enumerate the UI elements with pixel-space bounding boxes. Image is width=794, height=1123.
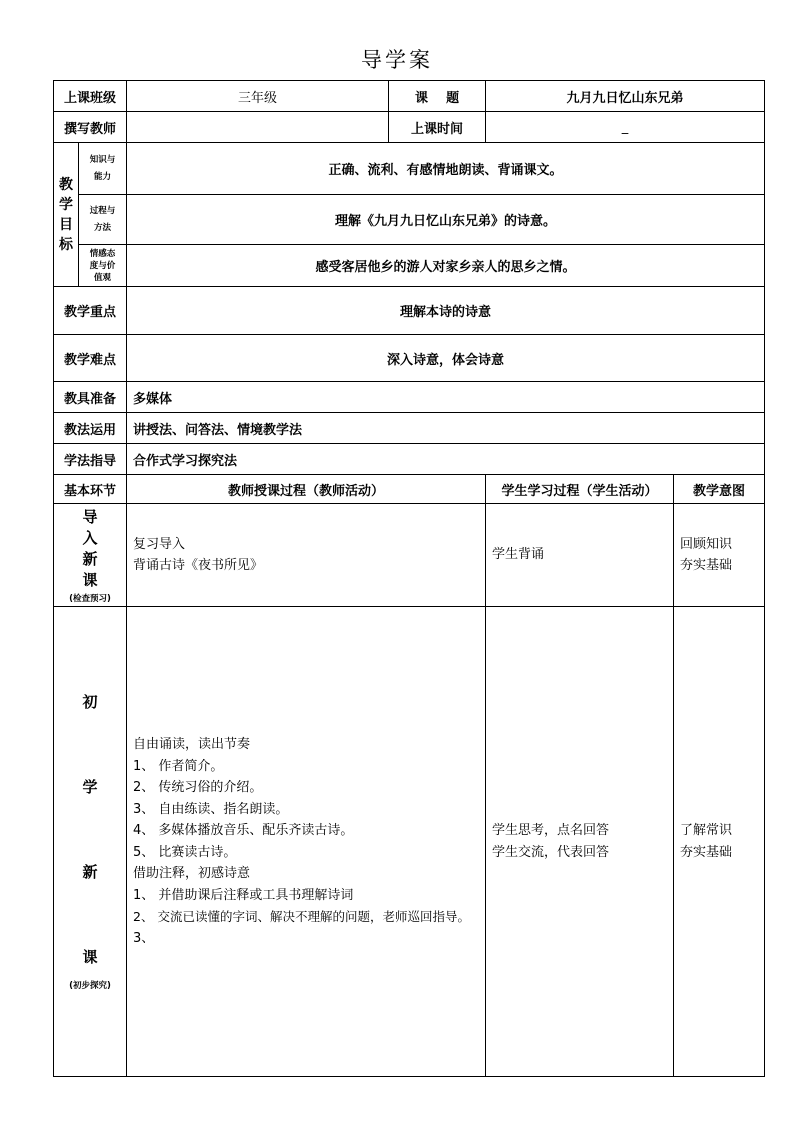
difficulty-label: 教学难点 (54, 335, 127, 382)
stage-initial-teacher (127, 607, 486, 1077)
stage-sub-label: (初步探究) (69, 981, 111, 991)
goals-char: 学 (59, 196, 73, 213)
intent-line: 回顾知识 (680, 536, 733, 552)
stage-row-intro (54, 504, 765, 607)
emotion-label-line: 值观 (94, 272, 112, 283)
intent-line: 夯实基础 (680, 558, 733, 573)
stage-sub-label: (检查预习) (69, 593, 111, 604)
knowledge-label-line: 知识与 (89, 154, 116, 165)
difficulty-row (54, 335, 765, 382)
key-point-text: 理解本诗的诗意 (127, 287, 765, 335)
stage-initial-student (486, 607, 674, 1077)
method-label: 教法运用 (54, 413, 127, 444)
emotion-text: 感受客居他乡的游人对家乡亲人的思乡之情。 (127, 245, 765, 287)
teacher-line: 4、 多媒体播放音乐、配乐齐读古诗。 (133, 823, 354, 838)
intent-line: 了解常识 (680, 823, 733, 838)
time-value: _ (486, 112, 765, 143)
teacher-line: 1、 作者简介。 (133, 758, 224, 774)
teacher-line: 复习导入 (133, 536, 186, 552)
class-label: 上课班级 (54, 81, 127, 112)
document-title: 导学案 (361, 48, 433, 72)
header-row-2 (54, 112, 765, 143)
stage-char: 入 (82, 528, 98, 547)
teacher-line: 自由诵读，读出节奏 (133, 737, 251, 752)
topic-value: 九月九日忆山东兄弟 (486, 81, 765, 112)
emotion-label-line: 度与价 (89, 260, 116, 271)
stage-char: 学 (82, 778, 98, 796)
method-text: 讲授法、问答法、情境教学法 (127, 413, 765, 444)
student-line: 学生思考，点名回答 (492, 823, 610, 838)
header-row-1 (54, 81, 765, 112)
goals-char: 标 (59, 236, 73, 253)
emotion-label-line: 情感态 (89, 248, 116, 259)
stage-char: 课 (82, 570, 98, 589)
stage-intro-student (486, 504, 674, 607)
stage-intro-intent (674, 504, 765, 607)
stage-char: 新 (82, 549, 98, 568)
knowledge-label-line: 能力 (94, 171, 112, 182)
goals-char: 目 (59, 216, 73, 233)
tools-label: 教具准备 (54, 382, 127, 413)
class-value: 三年级 (127, 81, 389, 112)
process-label-line: 方法 (94, 222, 112, 233)
teacher-line: 5、 比赛读古诗。 (133, 844, 237, 860)
goal-row-knowledge (54, 143, 765, 195)
goals-char: 教 (59, 176, 73, 193)
teacher-value (127, 112, 389, 143)
key-point-row (54, 287, 765, 335)
goal-row-emotion (54, 245, 765, 287)
stage-initial-intent (674, 607, 765, 1077)
col-teacher-header: 教师授课过程（教师活动） (127, 475, 486, 504)
goal-row-process (54, 195, 765, 245)
study-row (54, 444, 765, 475)
study-text: 合作式学习探究法 (127, 444, 765, 475)
study-label: 学法指导 (54, 444, 127, 475)
col-student-header: 学生学习过程（学生活动） (486, 475, 674, 504)
teacher-line: 1、 并借助课后注释或工具书理解诗词 (133, 887, 354, 903)
stage-char: 导 (82, 507, 98, 526)
knowledge-label (79, 143, 127, 195)
topic-label: 课 题 (389, 81, 486, 112)
difficulty-text: 深入诗意，体会诗意 (127, 335, 765, 382)
teacher-line: 背诵古诗《夜书所见》 (133, 558, 264, 573)
knowledge-text: 正确、流利、有感情地朗读、背诵课文。 (127, 143, 765, 195)
teacher-line: 2、 传统习俗的介绍。 (133, 780, 263, 795)
tools-text: 多媒体 (127, 382, 765, 413)
emotion-label (79, 245, 127, 287)
teacher-line: 借助注释，初感诗意 (133, 866, 251, 881)
intent-line: 夯实基础 (680, 844, 733, 860)
teacher-label: 撰写教师 (54, 112, 127, 143)
stage-intro-label (54, 504, 127, 607)
stage-intro-teacher (127, 504, 486, 607)
process-header-row (54, 475, 765, 504)
goals-label (54, 143, 79, 287)
col-stage-header: 基本环节 (54, 475, 127, 504)
lesson-plan-table (53, 80, 765, 1077)
stage-char: 初 (82, 693, 98, 711)
stage-char: 新 (82, 863, 98, 881)
student-line: 学生背诵 (492, 547, 545, 563)
student-line: 学生交流，代表回答 (492, 844, 610, 860)
tools-row (54, 382, 765, 413)
time-label: 上课时间 (389, 112, 486, 143)
stage-char: 课 (82, 948, 98, 966)
teacher-line: 3、 自由练读、指名朗读。 (133, 801, 289, 817)
method-row (54, 413, 765, 444)
teacher-line: 3、 (133, 930, 155, 946)
col-intent-header: 教学意图 (674, 475, 765, 504)
stage-initial-label (54, 607, 127, 1077)
process-label (79, 195, 127, 245)
key-point-label: 教学重点 (54, 287, 127, 335)
process-label-line: 过程与 (89, 205, 116, 216)
process-text: 理解《九月九日忆山东兄弟》的诗意。 (127, 195, 765, 245)
stage-row-initial (54, 607, 765, 1077)
teacher-line: 2、 交流已读懂的字词、解决不理解的问题，老师巡回指导。 (133, 909, 470, 924)
